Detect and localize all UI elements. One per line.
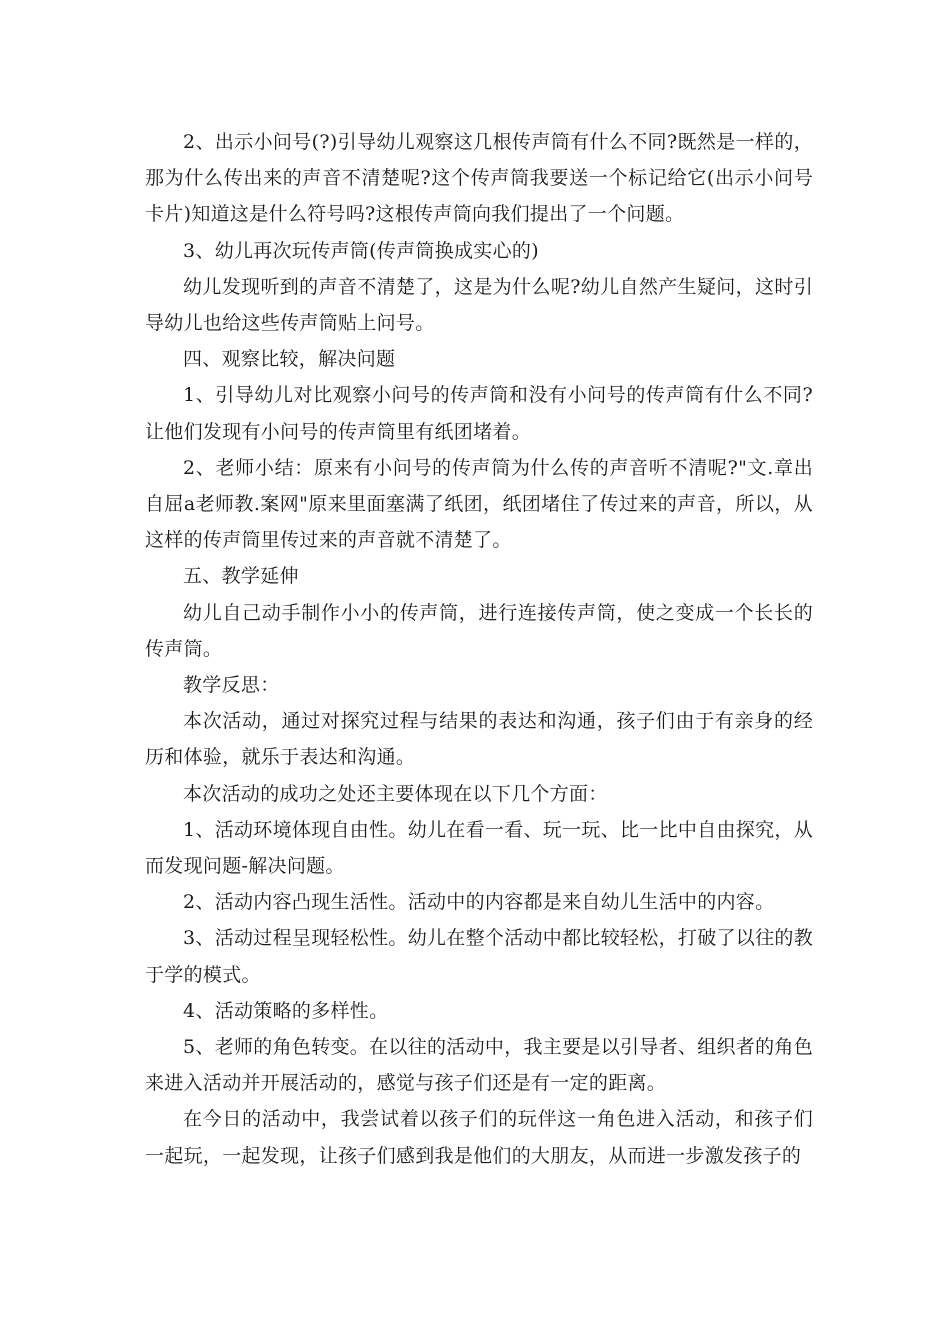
paragraph-10: 本次活动，通过对探究过程与结果的表达和沟通，孩子们由于有亲身的经历和体验，就乐于表达和沟通。 <box>145 710 813 769</box>
paragraph-17: 在今日的活动中，我尝试着以孩子们的玩伴这一角色进入活动，和孩子们一起玩，一起发现，让孩子们感到我是他们的大朋友，从而进一步激发孩子的 <box>145 1108 813 1167</box>
reflection-heading: 教学反思： <box>183 674 280 697</box>
paragraph-5: 1、引导幼儿对比观察小问号的传声筒和没有小问号的传声筒有什么不同?让他们发现有小问号的传声筒里有纸团堵着。 <box>145 384 813 443</box>
paragraph-8: 幼儿自己动手制作小小的传声筒，进行连接传声筒，使之变成一个长长的传声筒。 <box>145 601 813 660</box>
section-heading-5: 五、教学延伸 <box>183 565 299 588</box>
paragraph-3: 幼儿发现听到的声音不清楚了，这是为什么呢?幼儿自然产生疑问，这时引导幼儿也给这些传声筒贴上问号。 <box>145 275 813 335</box>
paragraph-11: 本次活动的成功之处还主要体现在以下几个方面： <box>183 782 608 805</box>
paragraph-16: 5、老师的角色转变。在以往的活动中，我主要是以引导者、组织者的角色来进入活动并开展活动的，感觉与孩子们还是有一定的距离。 <box>145 1036 813 1095</box>
paragraph-2: 3、幼儿再次玩传声筒(传声筒换成实心的) <box>183 239 539 262</box>
paragraph-12: 1、活动环境体现自由性。幼儿在看一看、玩一玩、比一比中自由探究，从而发现问题-解决问题。 <box>145 818 813 878</box>
paragraph-6: 2、老师小结：原来有小问号的传声筒为什么传的声音听不清呢?"文.章出自屈a老师教.案网"原来里面塞满了纸团，纸团堵住了传过来的声音，所以，从这样的传声筒里传过来的声音就不清楚了。 <box>145 456 813 552</box>
paragraph-13: 2、活动内容凸现生活性。活动中的内容都是来自幼儿生活中的内容。 <box>183 891 775 914</box>
document-body <box>145 124 813 1174</box>
paragraph-1: 2、出示小问号(?)引导幼儿观察这几根传声筒有什么不同?既然是一样的，那为什么传出来的声音不清楚呢?这个传声筒我要送一个标记给它(出示小问号卡片)知道这是什么符号吗?这根传声筒向我们提出了一个问题。 <box>145 131 813 226</box>
paragraph-14: 3、活动过程呈现轻松性。幼儿在整个活动中都比较轻松，打破了以往的教于学的模式。 <box>145 927 813 986</box>
paragraph-15: 4、活动策略的多样性。 <box>183 999 389 1022</box>
section-heading-4: 四、观察比较，解决问题 <box>183 348 396 371</box>
